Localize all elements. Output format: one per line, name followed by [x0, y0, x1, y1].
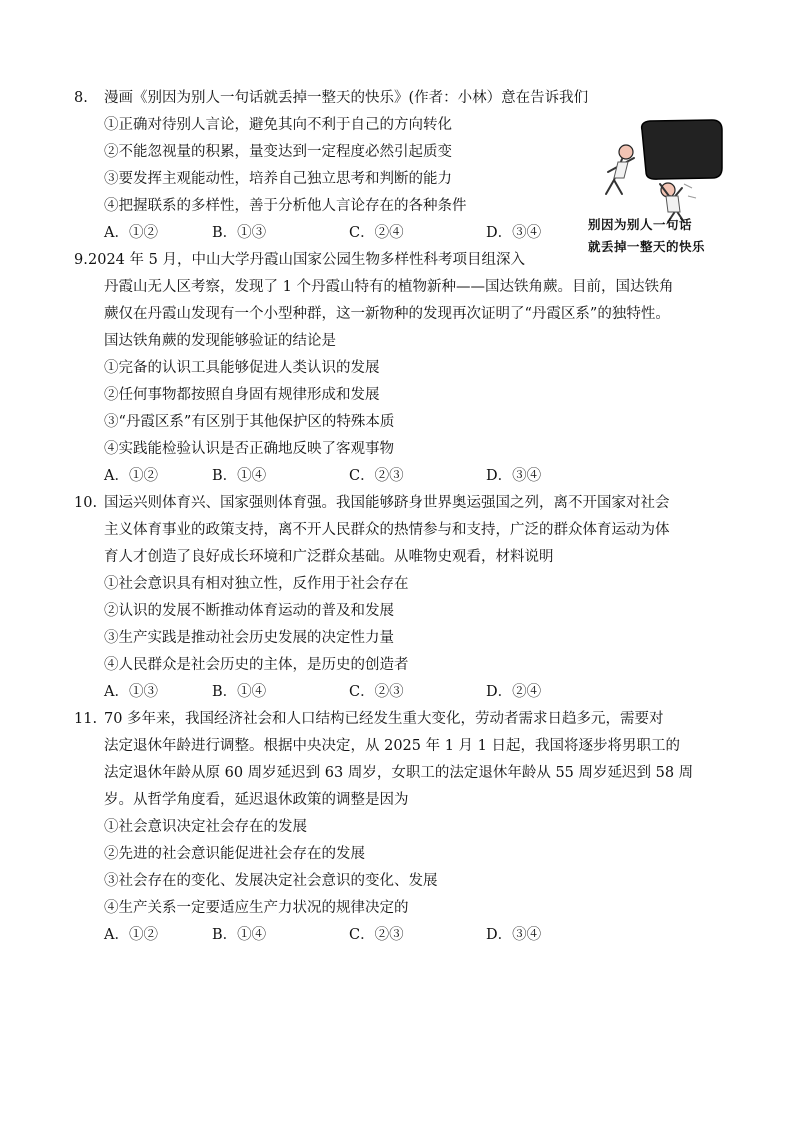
question-stem-line: 岁。从哲学角度看，延迟退休政策的调整是因为: [104, 792, 409, 808]
question-stem-line: 70 多年来，我国经济社会和人口结构已经发生重大变化，劳动者需求日趋多元，需要对: [104, 711, 664, 727]
option-b[interactable]: B．①④: [212, 927, 267, 943]
question-stem-line: 法定退休年龄进行调整。根据中央决定，从 2025 年 1 月 1 日起，我国将逐步将男职工的: [104, 738, 681, 754]
question-stem: 漫画《别因为别人一句话就丢掉一整天的快乐》(作者：小林）意在告诉我们: [104, 90, 589, 106]
question-number: 8.: [74, 90, 88, 106]
speech-bubble-icon: [642, 120, 722, 179]
statement-3: ③“丹霞区系”有区别于其他保护区的特殊本质: [104, 414, 395, 430]
question-stem-line: 国达铁角蕨的发现能够验证的结论是: [104, 333, 336, 349]
comic-caption-line-2: 就丢掉一整天的快乐: [588, 239, 706, 254]
statement-1: ①正确对待别人言论，避免其向不利于自己的方向转化: [104, 117, 452, 133]
statement-2: ②任何事物都按照自身固有规律形成和发展: [104, 387, 380, 403]
option-d[interactable]: D．②④: [486, 684, 542, 700]
option-a[interactable]: A．①②: [104, 927, 158, 943]
statement-3: ③生产实践是推动社会历史发展的决定性力量: [104, 630, 394, 646]
question-stem-line: 国运兴则体育兴、国家强则体育强。我国能够跻身世界奥运强国之列，离不开国家对社会: [104, 495, 670, 511]
question-stem-line: 丹霞山无人区考察，发现了 1 个丹霞山特有的植物新种——国达铁角蕨。目前，国达铁角: [104, 279, 674, 295]
option-c[interactable]: C．②③: [349, 927, 404, 943]
option-b[interactable]: B．①③: [212, 225, 267, 241]
question-number: 10.: [74, 495, 98, 511]
option-a[interactable]: A．①③: [104, 684, 158, 700]
person-head-icon: [619, 145, 633, 159]
statement-1: ①社会意识决定社会存在的发展: [104, 819, 307, 835]
comic-caption-line-1: 别因为别人一句话: [588, 217, 693, 232]
question-number: 9.: [74, 252, 88, 268]
option-c[interactable]: C．②④: [349, 225, 404, 241]
question-stem-line: 主义体育事业的政策支持，离不开人民群众的热情参与和支持，广泛的群众体育运动为体: [104, 522, 670, 538]
option-d[interactable]: D．③④: [486, 927, 542, 943]
statement-4: ④生产关系一定要适应生产力状况的规律决定的: [104, 900, 409, 916]
statement-1: ①完备的认识工具能够促进人类认识的发展: [104, 360, 380, 376]
statement-4: ④实践能检验认识是否正确地反映了客观事物: [104, 441, 394, 457]
question-number: 11.: [74, 711, 98, 727]
comic-illustration: [584, 118, 724, 258]
statement-2: ②不能忽视量的积累，量变达到一定程度必然引起质变: [104, 144, 452, 160]
option-d[interactable]: D．③④: [486, 468, 542, 484]
option-c[interactable]: C．②③: [349, 684, 404, 700]
statement-2: ②认识的发展不断推动体育运动的普及和发展: [104, 603, 394, 619]
option-b[interactable]: B．①④: [212, 468, 267, 484]
option-a[interactable]: A．①②: [104, 225, 158, 241]
statement-4: ④把握联系的多样性，善于分析他人言论存在的各种条件: [104, 198, 467, 214]
option-d[interactable]: D．③④: [486, 225, 542, 241]
question-stem-line: 2024 年 5 月，中山大学丹霞山国家公园生物多样性科考项目组深入: [88, 252, 525, 268]
statement-1: ①社会意识具有相对独立性，反作用于社会存在: [104, 576, 409, 592]
statement-2: ②先进的社会意识能促进社会存在的发展: [104, 846, 365, 862]
question-stem-line: 蕨仅在丹霞山发现有一个小型种群，这一新物种的发现再次证明了“丹霞区系”的独特性。: [104, 306, 670, 322]
question-stem-line: 育人才创造了良好成长环境和广泛群众基础。从唯物史观看，材料说明: [104, 549, 554, 565]
statement-3: ③要发挥主观能动性，培养自己独立思考和判断的能力: [104, 171, 452, 187]
statement-4: ④人民群众是社会历史的主体，是历史的创造者: [104, 657, 409, 673]
statement-3: ③社会存在的变化、发展决定社会意识的变化、发展: [104, 873, 438, 889]
option-a[interactable]: A．①②: [104, 468, 158, 484]
option-c[interactable]: C．②③: [349, 468, 404, 484]
option-b[interactable]: B．①④: [212, 684, 267, 700]
question-stem-line: 法定退休年龄从原 60 周岁延迟到 63 周岁，女职工的法定退休年龄从 55 周岁延迟到 58 周: [104, 765, 694, 781]
